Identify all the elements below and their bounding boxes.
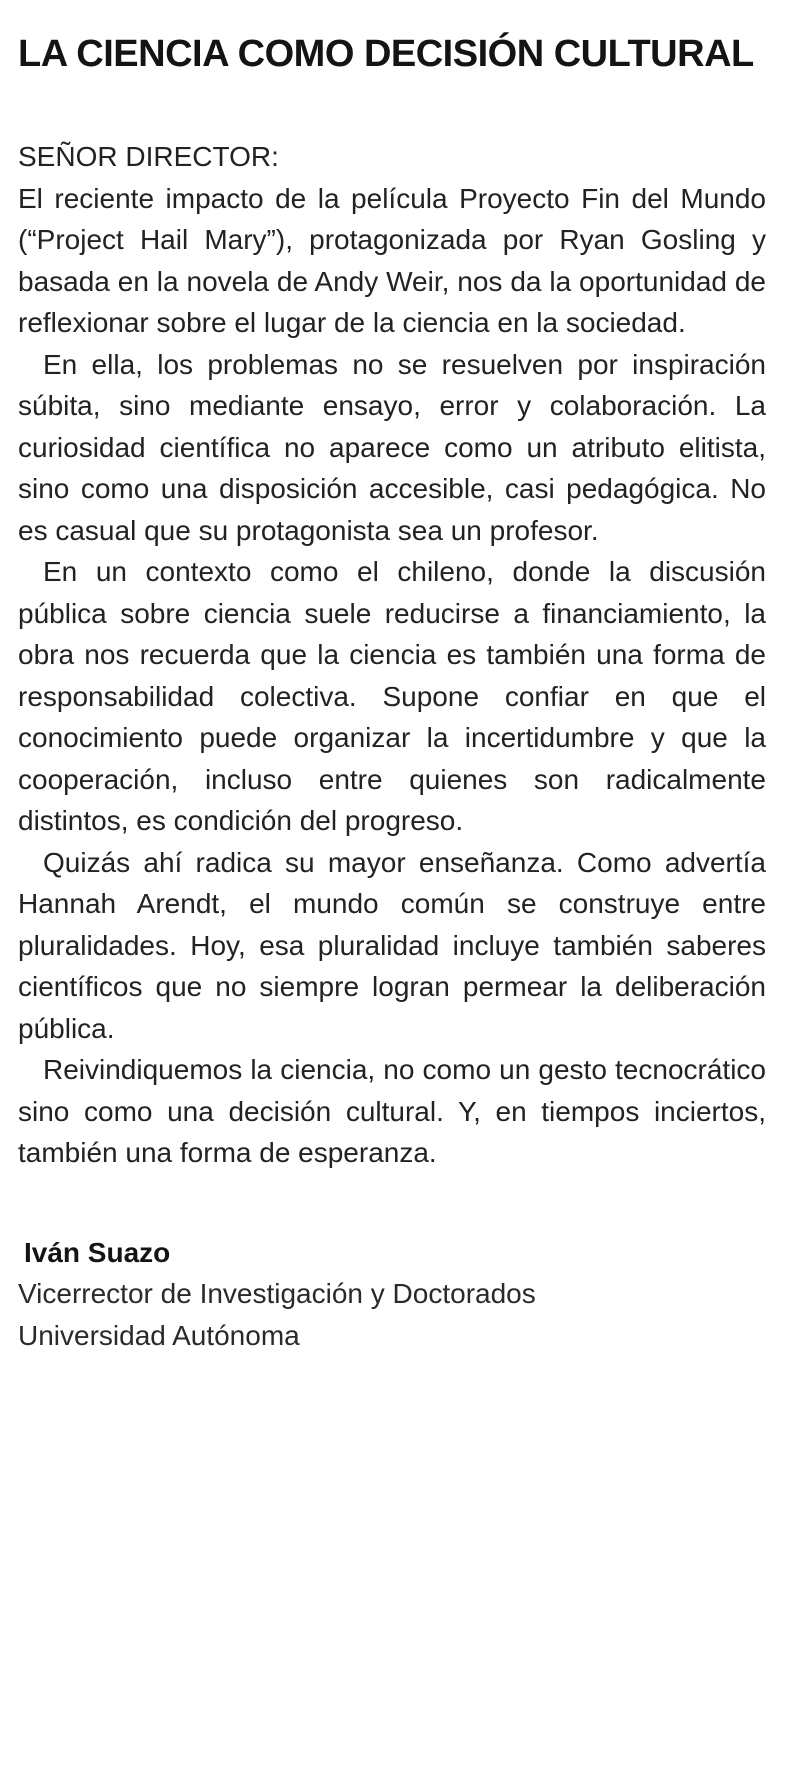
paragraph-5: Reivindiquemos la ciencia, no como un gesto tecnocrático sino como una decisión cultural. Y, en tiempos inciertos, también una forma de esperanza. bbox=[18, 1054, 766, 1168]
letter-body bbox=[18, 136, 766, 1174]
headline: LA CIENCIA COMO DECISIÓN CULTURAL bbox=[18, 33, 754, 75]
letter-to-editor bbox=[18, 30, 766, 1356]
paragraph-4: Quizás ahí radica su mayor enseñanza. Como advertía Hannah Arendt, el mundo común se construye entre pluralidades. Hoy, esa pluralidad incluye también saberes científicos que no siempre logran permear la deliberación pública. bbox=[18, 846, 766, 1044]
author-institution: Universidad Autónoma bbox=[18, 1319, 300, 1351]
author-name: Iván Suazo bbox=[24, 1236, 171, 1268]
paragraph-3: En un contexto como el chileno, donde la discusión pública sobre ciencia suele reducirse a financiamiento, la obra nos recuerda que la ciencia es también una forma de responsabilidad colectiva. Supone confiar en que el conocimiento puede organizar la incertidumbre y que la cooperación, incluso entre quienes son radicalmente distintos, es condición del progreso. bbox=[18, 556, 766, 836]
signature-block bbox=[18, 1232, 766, 1357]
author-role: Vicerrector de Investigación y Doctorados bbox=[18, 1278, 536, 1309]
paragraph-2: En ella, los problemas no se resuelven por inspiración súbita, sino mediante ensayo, error y colaboración. La curiosidad científica no aparece como un atributo elitista, sino como una disposición accesible, casi pedagógica. No es casual que su protagonista sea un profesor. bbox=[18, 348, 766, 546]
paragraph-1: El reciente impacto de la película Proyecto Fin del Mundo (“Project Hail Mary”), protagonizada por Ryan Gosling y basada en la novela de Andy Weir, nos da la oportunidad de reflexionar sobre el lugar de la ciencia en la sociedad. bbox=[18, 182, 766, 338]
salutation: SEÑOR DIRECTOR: bbox=[18, 141, 279, 172]
